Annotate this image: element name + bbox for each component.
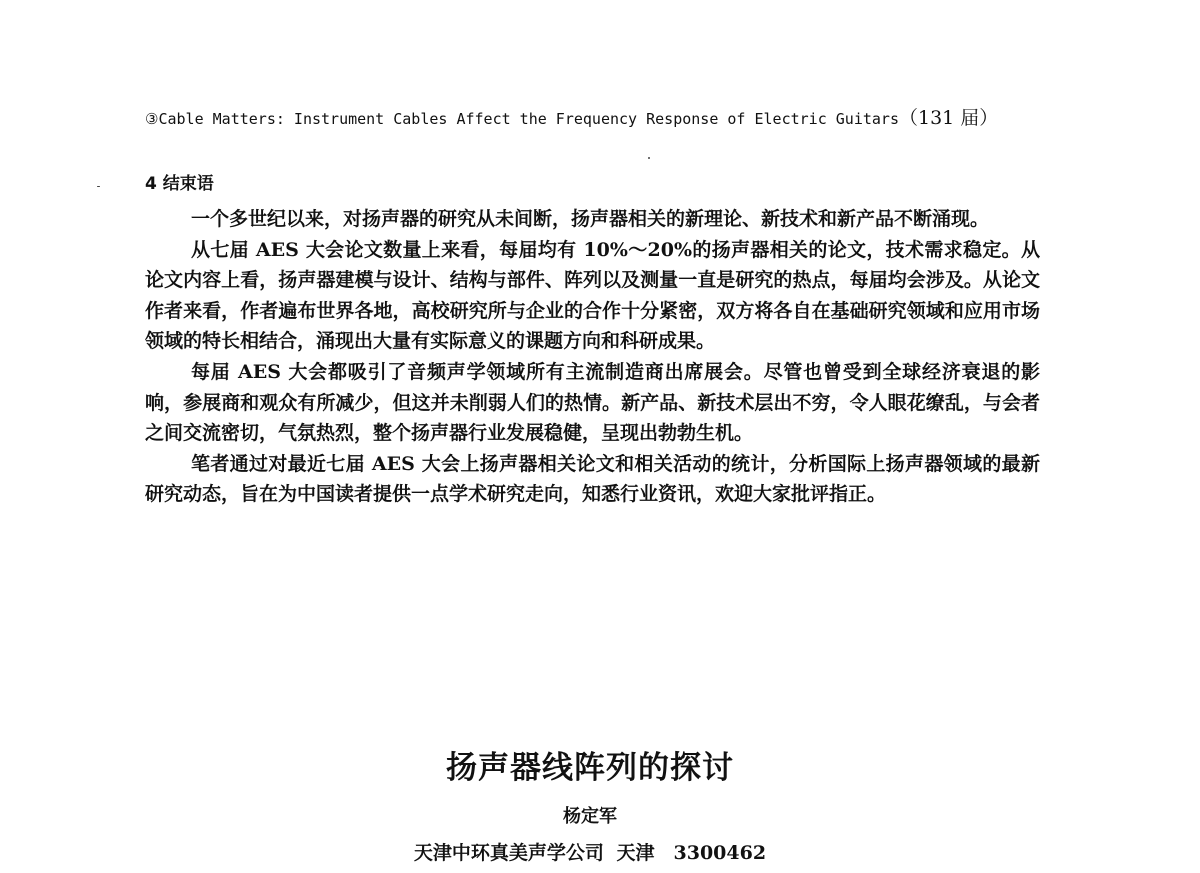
paragraph: 笔者通过对最近七届 AES 大会上扬声器相关论文和相关活动的统计，分析国际上扬声器领域的最新研究动态，旨在为中国读者提供一点学术研究走向，知悉行业资讯，欢迎大家批评指正。: [145, 452, 1040, 506]
reference-item: [145, 106, 1195, 131]
author-name: 杨定军: [563, 806, 617, 827]
article-title: 扬声器线阵列的探讨: [446, 750, 734, 786]
paragraph: 从七届 AES 大会论文数量上来看，每届均有 10%～20%的扬声器相关的论文，技术需求稳定。从论文内容上看，扬声器建模与设计、结构与部件、阵列以及测量一直是研究的热点，每届均会涉及。从论文作者来看，作者遍布世界各地，高校研究所与企业的合作十分紧密，双方将各自在基础研究领域和应用市场领域的特长相结合，涌现出大量有实际意义的课题方向和科研成果。: [145, 238, 1040, 353]
paragraph: 一个多世纪以来，对扬声器的研究从未间断，扬声器相关的新理论、新技术和新产品不断涌现。: [191, 208, 990, 230]
reference-edition: （131 届）: [898, 107, 999, 129]
section-heading: 4 结束语: [145, 174, 214, 194]
author-affiliation: 天津中环真美声学公司 天津 3300462: [413, 842, 767, 864]
section-body: [145, 204, 1040, 510]
scan-speck: [648, 157, 650, 159]
paragraph: 每届 AES 大会都吸引了音频声学领域所有主流制造商出席展会。尽管也曾受到全球经济衰退的影响，参展商和观众有所减少，但这并未削弱人们的热情。新产品、新技术层出不穷，令人眼花缭乱，与会者之间交流密切，气氛热烈，整个扬声器行业发展稳健，呈现出勃勃生机。: [145, 360, 1040, 445]
reference-text: ③Cable Matters: Instrument Cables Affect the Frequency Response of Electric Guitars: [145, 110, 899, 128]
scan-speck: [97, 186, 100, 187]
